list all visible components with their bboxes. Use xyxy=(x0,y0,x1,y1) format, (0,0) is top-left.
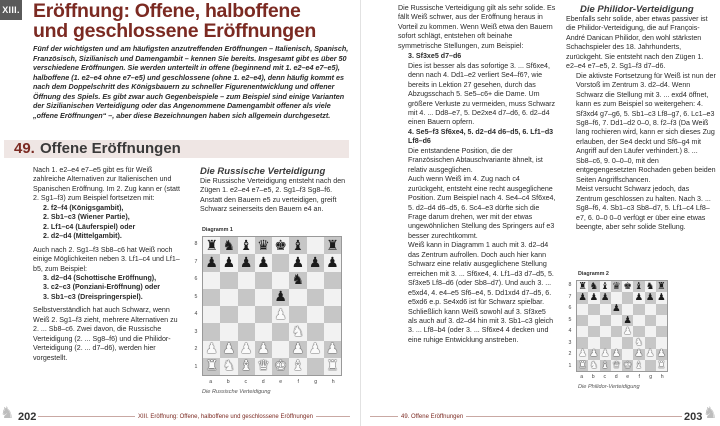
board-square xyxy=(272,358,289,375)
black-pawn-icon: ♟ xyxy=(257,254,270,271)
black-bishop-icon: ♝ xyxy=(291,237,305,254)
file-label: d xyxy=(261,379,265,385)
board-square xyxy=(203,272,220,289)
board-square xyxy=(238,272,255,289)
board-square xyxy=(645,337,656,348)
board-square xyxy=(588,337,599,348)
white-pawn-icon: ♟ xyxy=(308,341,322,358)
black-bishop-icon: ♝ xyxy=(600,280,610,292)
board-square xyxy=(272,272,289,289)
board-square xyxy=(289,254,306,271)
rank-labels xyxy=(566,280,574,372)
alternatives-list-2 xyxy=(33,274,183,302)
board-square xyxy=(272,254,289,271)
board-square xyxy=(203,289,220,306)
chapter-title-line-2: und geschlossene Eröffnungen xyxy=(33,20,317,42)
diagram-1-ranks xyxy=(192,236,200,376)
board-square xyxy=(272,237,289,254)
white-pawn-icon: ♟ xyxy=(612,348,621,360)
board-square xyxy=(600,281,611,292)
board-square xyxy=(238,358,255,375)
board-square xyxy=(577,360,588,371)
board-square xyxy=(600,315,611,326)
board-square xyxy=(656,349,667,360)
board-square xyxy=(588,292,599,303)
board-square xyxy=(611,281,622,292)
file-label: d xyxy=(614,374,618,380)
board-square xyxy=(656,292,667,303)
board-square xyxy=(611,292,622,303)
alternatives-list-1 xyxy=(33,204,183,242)
board-square xyxy=(600,349,611,360)
board-square xyxy=(324,341,341,358)
file-label: g xyxy=(649,374,653,380)
chapter-intro: Fünf der wichtigsten und am häufigsten anzutreffenden Eröffnungen – Italienisch, Spanisch, Französisch, Sizilianisch und Damengambit – kennen Sie bereits. Insgesamt gibt es über 50 verschiedene Eröffnungen. Sie werden unterteilt in offene (beginnend mit 1. e2–e4 e7–e5), halboffene (1. e2–e4 ohne e7–e5) und geschlossene (ohne 1. e2–e4), denn häufig kommt es nach dem Doppelschritt des Königsbauern zu schneller Figurenentwicklung und offener Öffnung des Spiels. Es gibt zwar auch Gegenbeispiele – zum Beispiel sind einige Varianten der Sizilianischen Verteidigung oder das Angenommene Damengambit offener als viele „offene Eröffnungen“ –, aber diese Bezeichnungen haben sich allgemein durchgesetzt. xyxy=(33,44,349,120)
rank-label: 1 xyxy=(568,362,572,369)
rank-label: 8 xyxy=(568,282,572,288)
black-pawn-icon: ♟ xyxy=(205,254,218,271)
paragraph: Ebenfalls sehr solide, aber etwas passiver ist die Philidor-Verteidigung, die auf François-André Danican Philidor, den wohl stärksten Schachspieler des 18. Jahrhunderts, zurückgeht. Sie entsteht nach den Zügen 1. e2–e4 e7–e5, 2. Sg1–f3 d7–d6. xyxy=(566,15,708,71)
running-head-left: XIII. Eröffnung: Offene, halboffene und geschlossene Eröffnungen xyxy=(135,411,316,423)
black-bishop-icon: ♝ xyxy=(239,237,253,254)
board-square xyxy=(324,323,341,340)
board-square xyxy=(577,281,588,292)
board-square xyxy=(307,254,324,271)
board-square xyxy=(307,341,324,358)
rank-label: 2 xyxy=(194,346,198,352)
white-bishop-icon: ♝ xyxy=(634,359,644,371)
board-square xyxy=(622,326,633,337)
diagram-1-label: Diagramm 1 xyxy=(202,227,233,233)
board-square xyxy=(220,306,237,323)
board-square xyxy=(324,289,341,306)
white-knight-icon: ♞ xyxy=(291,323,305,340)
board-square xyxy=(622,360,633,371)
file-label: a xyxy=(580,374,584,380)
file-label: h xyxy=(331,379,335,385)
paragraph: Die aktivste Fortsetzung für Weiß ist nun der Vorstoß im Zentrum 3. d2–d4. Wenn Schwarz die Stellung mit 3. ... exd4 öffnet, kann es zum Beispiel so weitergehen: 4. Sf3xd4 g7–g6, 5. Sb1–c3 Lf8–g7, 6. Lc1–e3 Sg8–f6, 7. Dd1–d2 0–0, 8. f2–f3 (Da Weiß lang rochieren wird, kann er sich dieses Zug erlauben, der Se4 deckt und Sf6–g4 mit Angriff auf den Läufer verhindert.) 8. ... Sb8–c6, 9. 0–0–0, mit den entgegengesetzten Rochaden geben beiden Seiten Angriffschancen. xyxy=(576,71,716,184)
white-rook-icon: ♜ xyxy=(326,358,339,375)
paragraph: Meist versucht Schwarz jedoch, das Zentrum geschlossen zu halten. Nach 3. ... Sg8–f6, 4. Sb1–c3 Sb8–d7, 5. Lf1–c4 Lf8–e7, 6. 0–0 0–0 verfügt er über eine etwas beengte, aber sehr solide Stellung. xyxy=(576,185,711,231)
russian-defence-heading: Die Russische Verteidigung xyxy=(200,166,326,177)
black-bishop-icon: ♝ xyxy=(634,280,644,292)
chess-diagram-2 xyxy=(576,280,668,372)
white-pawn-icon: ♟ xyxy=(623,325,632,337)
rank-label: 1 xyxy=(194,363,198,370)
book-gutter xyxy=(360,0,361,426)
paragraph: Auch wenn Weiß im 4. Zug nach c4 zurückgeht, entsteht eine recht ausgeglichene Position. Zum Beispiel nach 4. Se4–c4 Sf6xe4, 5. d2–d4 d6–d5, 6. Sc4–e3 dürfte sich die Frage darum drehen, wer mit der etwas ungewöhnlichen Stellung des Springers auf e3 besser zurechtkommt. xyxy=(408,175,556,240)
board-square xyxy=(307,306,324,323)
diagram-2-caption: Die Philidor-Verteidigung xyxy=(578,384,640,390)
board-square xyxy=(272,306,289,323)
board-square xyxy=(656,315,667,326)
white-queen-icon: ♛ xyxy=(612,359,621,371)
rank-label: 2 xyxy=(568,351,572,357)
board-square xyxy=(645,349,656,360)
black-pawn-icon: ♟ xyxy=(578,292,587,304)
white-pawn-icon: ♟ xyxy=(274,306,287,323)
diagram-2-files xyxy=(576,373,668,383)
board-square xyxy=(255,272,272,289)
board-square xyxy=(203,254,220,271)
board-square xyxy=(203,237,220,254)
board-square xyxy=(289,341,306,358)
board-square xyxy=(577,326,588,337)
board-square xyxy=(633,304,644,315)
board-square xyxy=(588,360,599,371)
board-square xyxy=(255,254,272,271)
file-label: e xyxy=(279,379,283,385)
rank-label: 7 xyxy=(568,293,572,300)
board-square xyxy=(622,292,633,303)
board-square xyxy=(255,358,272,375)
board-square xyxy=(645,281,656,292)
board-square xyxy=(622,315,633,326)
file-label: g xyxy=(314,379,318,385)
black-knight-icon: ♞ xyxy=(589,280,599,292)
board-square xyxy=(272,323,289,340)
black-rook-icon: ♜ xyxy=(578,280,587,292)
board-square xyxy=(289,358,306,375)
board-square xyxy=(324,237,341,254)
white-pawn-icon: ♟ xyxy=(600,348,610,360)
file-label: c xyxy=(244,379,248,385)
board-square xyxy=(220,358,237,375)
board-square xyxy=(307,272,324,289)
black-pawn-icon: ♟ xyxy=(589,292,599,304)
board-square xyxy=(633,349,644,360)
board-square xyxy=(220,323,237,340)
rank-label: 4 xyxy=(194,311,198,317)
white-king-icon: ♚ xyxy=(623,359,632,371)
right-column-1-text xyxy=(398,4,556,345)
board-square xyxy=(289,289,306,306)
board-square xyxy=(307,358,324,375)
board-square xyxy=(289,237,306,254)
black-knight-icon: ♞ xyxy=(222,237,236,254)
file-label: f xyxy=(297,379,299,385)
chapter-number-badge: XIII. xyxy=(0,0,22,20)
board-square xyxy=(611,337,622,348)
rank-labels xyxy=(192,236,200,376)
white-pawn-icon: ♟ xyxy=(257,341,270,358)
section-number: 49. xyxy=(14,140,35,157)
board-square xyxy=(633,337,644,348)
white-rook-icon: ♜ xyxy=(205,358,218,375)
board-square xyxy=(255,289,272,306)
board-square xyxy=(600,304,611,315)
paragraph: Dies ist besser als das sofortige 3. ... Sf6xe4, denn nach 4. Dd1–e2 verliert Se4–f6?, wie bereits in Lektion 27 gesehen, durch das Abzugsschach 5. Se5–c6+ die Dame. Um größere Verluste zu vermeiden, muss Schwarz mit 4. ... Dd8–e7, 5. De2xe4 d7–d6, 6. d2–d4 einen Bauern opfern. xyxy=(408,61,556,127)
board-square xyxy=(588,326,599,337)
black-pawn-icon: ♟ xyxy=(600,292,610,304)
white-rook-icon: ♜ xyxy=(657,359,666,371)
board-square xyxy=(220,254,237,271)
philidor-defence-text xyxy=(566,15,716,232)
chapter-title xyxy=(33,1,353,41)
board-square xyxy=(588,281,599,292)
list-item: 2. d2–d4 (Mittelgambit). xyxy=(43,232,122,241)
board-square xyxy=(633,315,644,326)
board-square xyxy=(220,272,237,289)
black-knight-icon: ♞ xyxy=(291,272,305,289)
board-square xyxy=(622,337,633,348)
board-square xyxy=(324,306,341,323)
board-square xyxy=(645,304,656,315)
left-column-text xyxy=(33,166,183,363)
board-square xyxy=(324,272,341,289)
black-knight-icon: ♞ xyxy=(645,280,655,292)
white-bishop-icon: ♝ xyxy=(291,358,305,375)
board-square xyxy=(238,323,255,340)
black-pawn-icon: ♟ xyxy=(657,292,666,304)
board-square xyxy=(577,315,588,326)
board-square xyxy=(611,315,622,326)
board-square xyxy=(622,304,633,315)
white-bishop-icon: ♝ xyxy=(600,359,610,371)
list-item: 3. c2–c3 (Ponziani-Eröffnung) oder xyxy=(43,283,161,292)
black-pawn-icon: ♟ xyxy=(623,314,632,326)
board-square xyxy=(255,306,272,323)
board-square xyxy=(307,237,324,254)
board-square xyxy=(645,315,656,326)
board-square xyxy=(622,349,633,360)
black-king-icon: ♚ xyxy=(623,280,632,292)
diagram-1-files xyxy=(202,378,342,388)
file-label: b xyxy=(226,379,230,385)
black-king-icon: ♚ xyxy=(274,237,287,254)
black-rook-icon: ♜ xyxy=(326,237,339,254)
diagram-1-caption: Die Russische Verteidigung xyxy=(202,389,271,395)
board-square xyxy=(588,315,599,326)
black-pawn-icon: ♟ xyxy=(291,254,305,271)
board-square xyxy=(645,326,656,337)
black-queen-icon: ♛ xyxy=(612,280,621,292)
paragraph: Schließlich kann Weiß sowohl auf 3. Sf3xe5 als auch auf 3. d2–d4 hin mit 3. Sb1–c3 gleich 3. ... Lf8–b4 (oder 3. ... Sf6xe4 4 decken und eine ruhige Entwicklung anstreben. xyxy=(408,307,554,344)
list-item: 2. Sb1–c3 (Wiener Partie), xyxy=(43,213,130,222)
board-square xyxy=(220,289,237,306)
board-square xyxy=(633,292,644,303)
black-pawn-icon: ♟ xyxy=(239,254,253,271)
white-knight-icon: ♞ xyxy=(589,359,599,371)
white-pawn-icon: ♟ xyxy=(326,341,339,358)
white-king-icon: ♚ xyxy=(274,358,287,375)
knight-icon: ♞ xyxy=(703,403,718,422)
black-pawn-icon: ♟ xyxy=(645,292,655,304)
rank-label: 5 xyxy=(194,293,198,300)
board-square xyxy=(645,292,656,303)
board-square xyxy=(324,358,341,375)
rank-label: 4 xyxy=(568,328,572,334)
board-square xyxy=(238,306,255,323)
white-pawn-icon: ♟ xyxy=(645,348,655,360)
white-pawn-icon: ♟ xyxy=(634,348,644,360)
white-knight-icon: ♞ xyxy=(222,358,236,375)
white-pawn-icon: ♟ xyxy=(239,341,253,358)
board-square xyxy=(611,326,622,337)
list-item: 2. f2–f4 (Königsgambit), xyxy=(43,203,124,212)
rank-label: 3 xyxy=(568,339,572,346)
file-label: a xyxy=(209,379,213,385)
board-square xyxy=(600,360,611,371)
board-square xyxy=(588,349,599,360)
board-square xyxy=(645,360,656,371)
knight-icon: ♞ xyxy=(0,403,15,422)
board-square xyxy=(203,306,220,323)
white-bishop-icon: ♝ xyxy=(239,358,253,375)
philidor-defence-heading: Die Philidor-Verteidigung xyxy=(580,4,694,15)
chapter-title-line-1: Eröffnung: Offene, halboffene xyxy=(33,0,301,22)
board-square xyxy=(238,341,255,358)
rank-label: 8 xyxy=(194,241,198,247)
board-square xyxy=(600,337,611,348)
page-number-left: 202 xyxy=(16,408,38,426)
board-square xyxy=(255,237,272,254)
paragraph: Weiß kann in Diagramm 1 auch mit 3. d2–d4 das Zentrum aufrollen. Doch auch hier kann Schwarz eine relativ ausgeglichene Stellung erreichen mit 3. ... Sf6xe4, 4. Lf1–d3 d7–d5, 5. Sf3xe5 Lf8–d6 (oder Sb8–d7). Und auch 3. ... e5xd4, 4. e4–e5 Sf6–e4, 5. Dd1xd4 d7–d5, 6. e5xd6 e.p. Se4xd6 ist für Schwarz spielbar. xyxy=(408,241,554,307)
board-square xyxy=(577,337,588,348)
board-square xyxy=(220,341,237,358)
black-rook-icon: ♜ xyxy=(657,280,666,292)
list-item: 3. Sb1–c3 (Dreispringerspiel). xyxy=(43,292,143,301)
board-square xyxy=(611,360,622,371)
paragraph: Nach 1. e2–e4 e7–e5 gibt es für Weiß zahlreiche Alternativen zur Italienischen und Spanischen Eröffnung. Im 2. Zug kann er (statt 2. Sg1–f3) zum Beispiel fortsetzen mit: xyxy=(33,166,180,203)
board-square xyxy=(656,326,667,337)
black-pawn-icon: ♟ xyxy=(222,254,236,271)
paragraph: Auch nach 2. Sg1–f3 Sb8–c6 hat Weiß noch einige Möglichkeiten neben 3. Lf1–c4 und Lf1–b5, zum Beispiel: xyxy=(33,245,180,273)
board-square xyxy=(600,292,611,303)
diagram-2-label: Diagramm 2 xyxy=(578,271,609,277)
board-square xyxy=(289,272,306,289)
running-head-right: 49. Offene Eröffnungen xyxy=(398,411,466,423)
board-square xyxy=(656,304,667,315)
paragraph: Die Russische Verteidigung gilt als sehr solide. Es fällt Weiß schwer, aus der Eröffnung heraus in Vorteil zu kommen. Wenn Weiß etwa den Bauern sofort schlägt, entstehen oft beinahe symmetrische Stellungen, zum Beispiel: xyxy=(398,4,556,50)
board-square xyxy=(255,341,272,358)
board-square xyxy=(203,341,220,358)
board-square xyxy=(272,289,289,306)
board-square xyxy=(289,306,306,323)
board-square xyxy=(633,326,644,337)
black-pawn-icon: ♟ xyxy=(274,289,287,306)
file-label: h xyxy=(660,374,664,380)
white-pawn-icon: ♟ xyxy=(657,348,666,360)
board-square xyxy=(238,237,255,254)
board-square xyxy=(307,323,324,340)
board-square xyxy=(238,254,255,271)
black-pawn-icon: ♟ xyxy=(612,303,621,315)
board-square xyxy=(255,323,272,340)
rank-label: 5 xyxy=(568,316,572,323)
board-square xyxy=(289,323,306,340)
page-number-right: 203 xyxy=(682,408,704,426)
white-pawn-icon: ♟ xyxy=(578,348,587,360)
black-pawn-icon: ♟ xyxy=(308,254,322,271)
board-square xyxy=(577,304,588,315)
paragraph: Selbstverständlich hat auch Schwarz, wenn Weiß 2. Sg1–f3 zieht, mehrere Alternativen zu 2. ... Sb8–c6. Zwei davon, die Russische Verteidigung (2. ... Sg8–f6) und die Philidor-Verteidigung (2. ... d7–d6), werden hier vorgestellt. xyxy=(33,306,178,362)
file-label: f xyxy=(638,374,640,380)
board-square xyxy=(307,289,324,306)
rank-label: 7 xyxy=(194,258,198,265)
list-item: 3. d2–d4 (Schottische Eröffnung), xyxy=(43,273,157,282)
board-square xyxy=(588,304,599,315)
board-square xyxy=(600,326,611,337)
board-square xyxy=(324,254,341,271)
board-square xyxy=(577,292,588,303)
rank-label: 3 xyxy=(194,328,198,335)
board-square xyxy=(656,337,667,348)
board-square xyxy=(656,360,667,371)
black-pawn-icon: ♟ xyxy=(634,292,644,304)
rank-label: 6 xyxy=(194,276,198,282)
paragraph: Die entstandene Position, die der Französischen Abtauschvariante ähnelt, ist relativ ausgeglichen. xyxy=(408,146,543,174)
board-square xyxy=(220,237,237,254)
board-square xyxy=(203,358,220,375)
black-pawn-icon: ♟ xyxy=(326,254,339,271)
black-queen-icon: ♛ xyxy=(257,237,270,254)
white-knight-icon: ♞ xyxy=(634,337,644,349)
board-square xyxy=(611,304,622,315)
board-square xyxy=(633,360,644,371)
file-label: e xyxy=(626,374,630,380)
board-square xyxy=(203,323,220,340)
file-label: b xyxy=(591,374,595,380)
section-title: Offene Eröffnungen xyxy=(40,140,181,157)
board-square xyxy=(656,281,667,292)
move-line: 4. Se5–f3 Sf6xe4, 5. d2–d4 d6–d5, 6. Lf1–d3 Lf8–d6 xyxy=(408,127,554,146)
board-square xyxy=(622,281,633,292)
move-line: 3. Sf3xe5 d7–d6 xyxy=(408,52,462,61)
board-square xyxy=(238,289,255,306)
white-pawn-icon: ♟ xyxy=(589,348,599,360)
black-rook-icon: ♜ xyxy=(205,237,218,254)
russian-defence-text: Die Russische Verteidigung entsteht nach den Zügen 1. e2–e4 e7–e5, 2. Sg1–f3 Sg8–f6. Anstatt den Bauern e5 zu verteidigen, greift Schwarz seinerseits den Bauern e4 an. xyxy=(200,177,346,214)
board-square xyxy=(272,341,289,358)
white-rook-icon: ♜ xyxy=(578,359,587,371)
list-item: 2. Lf1–c4 (Läuferspiel) oder xyxy=(43,222,136,231)
white-pawn-icon: ♟ xyxy=(205,341,218,358)
chess-diagram-1 xyxy=(202,236,342,376)
white-pawn-icon: ♟ xyxy=(291,341,305,358)
board-square xyxy=(611,349,622,360)
rank-label: 6 xyxy=(568,305,572,311)
white-queen-icon: ♛ xyxy=(257,358,270,375)
board-square xyxy=(577,349,588,360)
white-pawn-icon: ♟ xyxy=(222,341,236,358)
board-square xyxy=(633,281,644,292)
file-label: c xyxy=(603,374,607,380)
diagram-2-ranks xyxy=(566,280,574,372)
